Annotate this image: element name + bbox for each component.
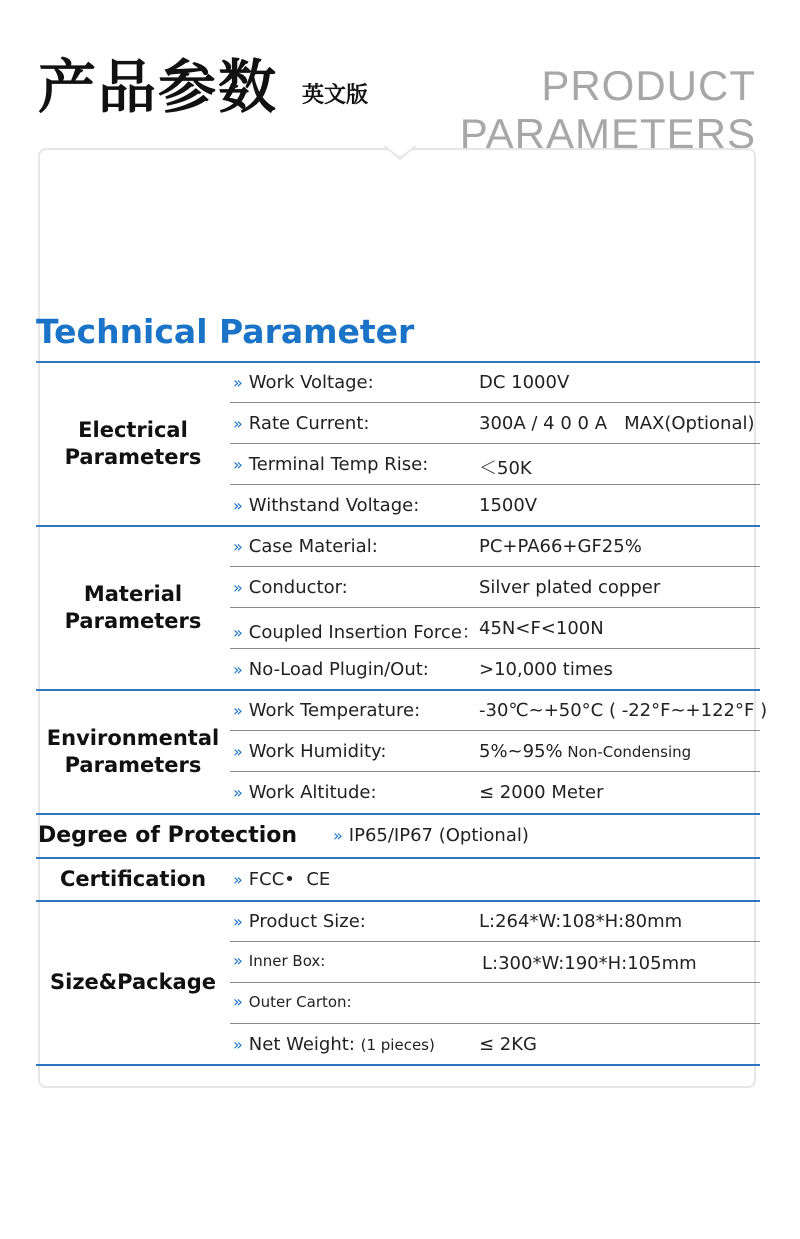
chevron-icon: » xyxy=(233,870,243,889)
param-value: PC+PA66+GF25% xyxy=(479,536,642,557)
row-divider xyxy=(230,771,760,772)
param-label: » Net Weight: (1 pieces) xyxy=(233,1034,435,1055)
group-name-line1: Material xyxy=(83,581,183,606)
page-title-en-line2: PARAMETERS xyxy=(459,110,756,148)
chevron-icon: » xyxy=(233,414,243,433)
group-size-package: Size&Package xyxy=(50,970,216,994)
param-value: L:264*W:108*H:80mm xyxy=(479,911,683,932)
param-value: 5%~95% Non-Condensing xyxy=(479,741,692,762)
page-title-cn: 产品参数 xyxy=(38,53,279,121)
row-divider xyxy=(230,484,760,485)
chevron-icon: » xyxy=(233,578,243,597)
param-label: » No-Load Plugin/Out: xyxy=(233,659,429,680)
chevron-icon: » xyxy=(233,537,243,556)
chevron-icon: » xyxy=(233,701,243,720)
group-name-line2: Parameters xyxy=(64,608,202,633)
param-label: » Work Humidity: xyxy=(233,741,387,762)
group-environmental xyxy=(36,690,230,813)
rule-environmental-end xyxy=(36,813,760,815)
chevron-icon: » xyxy=(233,951,243,970)
param-value: ＜50K xyxy=(479,458,532,479)
param-label: » Terminal Temp Rise: xyxy=(233,454,429,475)
page-subtitle-cn: 英文版 xyxy=(302,83,369,108)
group-material xyxy=(36,526,230,689)
param-value: » IP65/IP67 (Optional) xyxy=(333,825,529,846)
param-label: » Withstand Voltage: xyxy=(233,495,420,516)
param-value: -30℃~+50°C ( -22°F~+122°F ) xyxy=(479,700,768,721)
param-value: 45N<F<100N xyxy=(479,618,604,639)
chevron-icon: » xyxy=(233,1035,243,1054)
row-divider xyxy=(230,607,760,608)
param-value: Silver plated copper xyxy=(479,577,661,598)
row-divider xyxy=(230,1023,760,1024)
param-label: » Product Size: xyxy=(233,911,366,932)
param-value: >10,000 times xyxy=(479,659,613,680)
group-certification: Certification xyxy=(59,866,207,891)
card-notch-inner xyxy=(386,146,414,157)
row-divider xyxy=(230,402,760,403)
param-value: 300A / 4 0 0 A MAX(Optional) xyxy=(479,413,755,434)
chevron-icon: » xyxy=(233,912,243,931)
param-value: 1500V xyxy=(479,495,538,516)
chevron-icon: » xyxy=(333,826,343,845)
group-name-line1: Environmental xyxy=(46,725,220,750)
param-label: » Work Temperature: xyxy=(233,700,421,721)
param-value: L:300*W:190*H:105mm xyxy=(482,953,697,974)
param-value: » FCC• CE xyxy=(233,869,331,890)
chevron-icon: » xyxy=(233,623,243,642)
param-label: » Coupled Insertion Force： xyxy=(233,622,480,643)
row-divider xyxy=(230,648,760,649)
param-label: » Case Material: xyxy=(233,536,378,557)
param-value: ≤ 2KG xyxy=(479,1034,538,1055)
row-divider xyxy=(230,730,760,731)
param-value: ≤ 2000 Meter xyxy=(479,782,604,803)
param-label: » Work Altitude: xyxy=(233,782,377,803)
group-name-line1: Electrical xyxy=(78,417,188,442)
chevron-icon: » xyxy=(233,660,243,679)
param-label: » Work Voltage: xyxy=(233,372,374,393)
row-divider xyxy=(230,982,760,983)
rule-bottom xyxy=(36,1064,760,1066)
group-electrical xyxy=(36,362,230,525)
param-label: » Conductor: xyxy=(233,577,348,598)
row-divider xyxy=(230,941,760,942)
row-divider xyxy=(230,566,760,567)
param-label: » Rate Current: xyxy=(233,413,370,434)
group-protection: Degree of Protection xyxy=(38,823,298,848)
group-name-line2: Parameters xyxy=(64,444,202,469)
chevron-icon: » xyxy=(233,373,243,392)
chevron-icon: » xyxy=(233,455,243,474)
chevron-icon: » xyxy=(233,992,243,1011)
chevron-icon: » xyxy=(233,496,243,515)
param-label: » Outer Carton: xyxy=(233,992,352,1011)
group-name-line2: Parameters xyxy=(64,752,202,777)
chevron-icon: » xyxy=(233,742,243,761)
chevron-icon: » xyxy=(233,783,243,802)
section-title: Technical Parameter xyxy=(36,312,415,351)
param-label: » Inner Box: xyxy=(233,951,326,970)
page-title-en-line1: PRODUCT xyxy=(541,62,756,109)
param-value: DC 1000V xyxy=(479,372,570,393)
row-divider xyxy=(230,443,760,444)
